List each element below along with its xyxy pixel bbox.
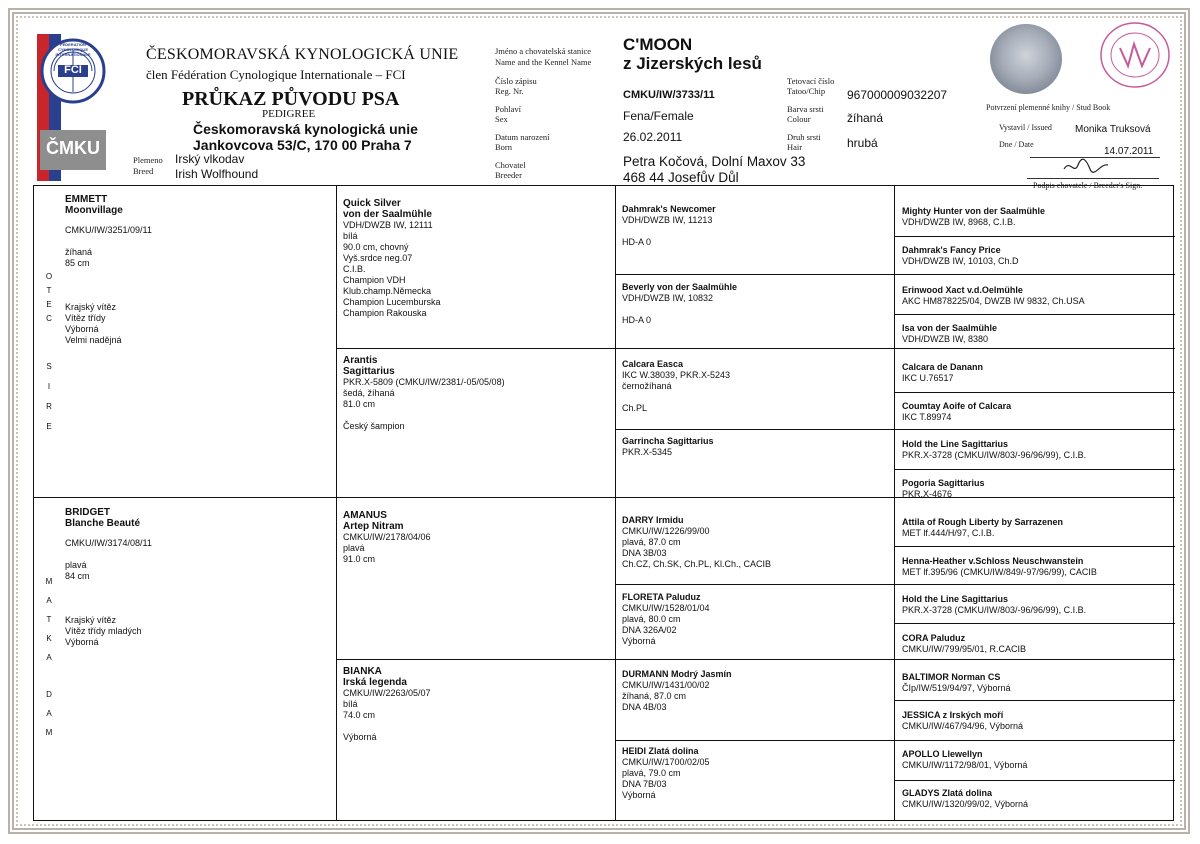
- grandparent-info-line: Výborná: [343, 732, 377, 742]
- gg-grandparent-name: JESSICA z Irských moří: [902, 710, 1004, 720]
- dam-info-line: [65, 549, 325, 560]
- name-label-en: Name and the Kennel Name: [495, 57, 592, 67]
- grandparent-cell: [343, 355, 583, 432]
- breed-label-cz: Plemeno: [133, 155, 163, 165]
- gg-grandparent-name: GLADYS Zlatá dolina: [902, 788, 993, 798]
- chip-label-en: Tatoo/Chip: [787, 86, 826, 96]
- chip-value: 967000009032207: [847, 88, 948, 102]
- gg-grandparent-name: CORA Paluduz: [902, 633, 966, 643]
- grandparent-info-line: VDH/DWZB IW, 12111: [343, 220, 433, 230]
- great-grandparent-info-line: HD-A 0: [622, 237, 652, 247]
- sire-info-line: [65, 280, 325, 291]
- born-label-cz: Datum narození: [495, 132, 550, 142]
- gg-grandparent-cell: [902, 517, 1170, 539]
- grandparent-info-line: Champion Rakouska: [343, 308, 427, 318]
- studbook-seal-photo: [990, 24, 1062, 94]
- breed-value-en: Irish Wolfhound: [175, 167, 259, 181]
- sire-info-line: Vítěz třídy: [65, 313, 106, 323]
- great-grandparent-info-line: černožíhaná: [622, 381, 672, 391]
- born-value: 26.02.2011: [623, 130, 683, 144]
- chip-label-cz: Tetovací číslo: [787, 76, 835, 86]
- issued-value: Monika Truksová: [1075, 124, 1151, 135]
- gg-grandparent-name: Calcara de Danann: [902, 362, 984, 372]
- great-grandparent-info-line: VDH/DWZB IW, 11213: [622, 215, 713, 225]
- grandparent-info-line: Champion VDH: [343, 275, 406, 285]
- dam-info-line: Výborná: [65, 637, 99, 647]
- grandparent-name: AMANUS: [343, 510, 387, 521]
- grandparent-cell: [343, 198, 583, 319]
- great-grandparent-info-line: DNA 7B/03: [622, 779, 667, 789]
- great-grandparent-info-line: Ch.CZ, Ch.SK, Ch.PL, Kl.Ch., CACIB: [622, 559, 772, 569]
- gg-grandparent-cell: [902, 401, 1170, 423]
- sire-info-line: CMKU/IW/3251/09/11: [65, 225, 152, 235]
- side-letter: T: [46, 615, 52, 624]
- grandparent-info-line: Champion Lucemburska: [343, 297, 441, 307]
- great-grandparent-info-line: DNA 326A/02: [622, 625, 677, 635]
- great-grandparent-name: Beverly von der Saalmühle: [622, 282, 738, 292]
- gg-grandparent-cell: [902, 788, 1170, 810]
- great-grandparent-info-line: [622, 226, 858, 237]
- great-grandparent-info-line: DNA 4B/03: [622, 702, 667, 712]
- breeder-line2: 468 44 Josefův Důl: [623, 170, 739, 185]
- dam-name: BRIDGET: [65, 507, 110, 518]
- gg-grandparent-cell: [902, 478, 1170, 500]
- great-grandparent-info-line: PKR.X-5345: [622, 447, 673, 457]
- cmku-logo-text: ČMKU: [46, 138, 100, 158]
- sire-info-line: 85 cm: [65, 258, 90, 268]
- gg-grandparent-name: Henna-Heather v.Schloss Neuschwanstein: [902, 556, 1084, 566]
- gg-grandparent-info: AKC HM878225/04, DWZB IW 9832, Ch.USA: [902, 296, 1085, 306]
- gg-grandparent-cell: [902, 439, 1170, 461]
- side-letter: E: [46, 300, 52, 309]
- gg-grandparent-name: APOLLO Llewellyn: [902, 749, 983, 759]
- dam-info-line: [65, 593, 325, 604]
- great-grandparent-info-line: Ch.PL: [622, 403, 648, 413]
- grandparent-info-line: bílá: [343, 699, 358, 709]
- side-letter: E: [46, 422, 52, 431]
- great-grandparent-cell: [622, 669, 858, 713]
- gg-grandparent-name: Hold the Line Sagittarius: [902, 439, 1009, 449]
- gg-grandparent-cell: [902, 206, 1170, 228]
- great-grandparent-info-line: CMKU/IW/1431/00/02: [622, 680, 710, 690]
- gg-grandparent-cell: [902, 245, 1170, 267]
- sire-info-line: [65, 236, 325, 247]
- gg-grandparent-cell: [902, 362, 1170, 384]
- gg-grandparent-name: BALTIMOR Norman CS: [902, 672, 1001, 682]
- grandparent-info-line: [343, 721, 583, 732]
- side-letter: A: [46, 596, 52, 605]
- great-grandparent-cell: [622, 746, 858, 801]
- side-letter: M: [45, 728, 53, 737]
- org-name: ČESKOMORAVSKÁ KYNOLOGICKÁ UNIE: [146, 46, 459, 63]
- grandparent-kennel: von der Saalmühle: [343, 209, 432, 220]
- grandparent-kennel: Sagittarius: [343, 366, 395, 377]
- gg-grandparent-info: CMKU/IW/1320/99/02, Výborná: [902, 799, 1029, 809]
- dam-info-line: Krajský vítěz: [65, 615, 117, 625]
- side-letter: A: [46, 709, 52, 718]
- great-grandparent-cell: [622, 359, 858, 414]
- doc-title: PRŮKAZ PŮVODU PSA: [182, 88, 400, 110]
- gg-grandparent-info: CMKU/IW/467/94/96, Výborná: [902, 721, 1024, 731]
- gg-grandparent-name: Mighty Hunter von der Saalmühle: [902, 206, 1046, 216]
- fci-logo-text: FCI: [64, 64, 82, 76]
- grandparent-info-line: bílá: [343, 231, 358, 241]
- grandparent-info-line: 74.0 cm: [343, 710, 376, 720]
- sire-kennel: Moonvillage: [65, 205, 123, 216]
- gg-grandparent-info: IKC U.76517: [902, 373, 954, 383]
- great-grandparent-info-line: [622, 392, 858, 403]
- grandparent-info-line: PKR.X-5809 (CMKU/IW/2381/-05/05/08): [343, 377, 505, 387]
- sire-side-label-en: [42, 362, 56, 442]
- born-label-en: Born: [495, 142, 512, 152]
- dam-side-label-en: [42, 690, 56, 747]
- gg-grandparent-info: VDH/DWZB IW, 10103, Ch.D: [902, 256, 1019, 266]
- reg-label-cz: Číslo zápisu: [495, 76, 537, 86]
- address-line-1: Českomoravská kynologická unie: [193, 121, 418, 137]
- colour-value: žíhaná: [847, 111, 884, 125]
- great-grandparent-cell: [622, 515, 858, 570]
- dog-name-line2: z Jizerských lesů: [623, 54, 762, 73]
- great-grandparent-info-line: [622, 304, 858, 315]
- side-letter: T: [46, 286, 52, 295]
- great-grandparent-info-line: DNA 3B/03: [622, 548, 667, 558]
- great-grandparent-info-line: Výborná: [622, 790, 656, 800]
- gg-grandparent-info: MET lf.444/H/97, C.I.B.: [902, 528, 995, 538]
- gg-grandparent-info: PKR.X-4676: [902, 489, 953, 499]
- side-letter: D: [46, 690, 52, 699]
- great-grandparent-info-line: CMKU/IW/1700/02/05: [622, 757, 710, 767]
- grandparent-info-line: 90.0 cm, chovný: [343, 242, 409, 252]
- sire-info-line: [65, 269, 325, 280]
- gg-grandparent-info: CMKU/IW/799/95/01, R.CACIB: [902, 644, 1027, 654]
- sex-label-en: Sex: [495, 114, 508, 124]
- dam-kennel: Blanche Beauté: [65, 518, 141, 529]
- gg-grandparent-cell: [902, 672, 1170, 694]
- dam-info-line: CMKU/IW/3174/08/11: [65, 538, 152, 548]
- great-grandparent-info-line: žíhaná, 87.0 cm: [622, 691, 687, 701]
- reg-value: CMKU/IW/3733/11: [623, 89, 715, 101]
- great-grandparent-info-line: plavá, 80.0 cm: [622, 614, 681, 624]
- grandparent-info-line: 81.0 cm: [343, 399, 376, 409]
- breed-label-en: Breed: [133, 166, 154, 176]
- side-letter: A: [46, 653, 52, 662]
- stamp-icon: [1098, 20, 1172, 90]
- signature-mark: [1062, 155, 1112, 177]
- sire-name: EMMETT: [65, 194, 108, 205]
- breed-value-cz: Irský vlkodav: [175, 152, 245, 166]
- great-grandparent-info-line: IKC W.38039, PKR.X-5243: [622, 370, 731, 380]
- great-grandparent-info-line: plavá, 87.0 cm: [622, 537, 681, 547]
- grandparent-cell: [343, 510, 583, 565]
- gg-grandparent-info: PKR.X-3728 (CMKU/IW/803/-96/96/99), C.I.B.: [902, 450, 1087, 460]
- gg-grandparent-cell: [902, 633, 1170, 655]
- side-letter: R: [46, 402, 52, 411]
- great-grandparent-info-line: plavá, 79.0 cm: [622, 768, 681, 778]
- grandparent-info-line: šedá, žíhaná: [343, 388, 395, 398]
- dam-cell: [65, 507, 325, 648]
- grandparent-info-line: Klub.champ.Německa: [343, 286, 432, 296]
- sire-info-line: Výborná: [65, 324, 99, 334]
- gg-grandparent-name: Dahmrak's Fancy Price: [902, 245, 1001, 255]
- sire-cell: [65, 194, 325, 346]
- grandparent-info-line: Český šampion: [343, 421, 405, 431]
- side-letter: M: [45, 577, 53, 586]
- great-grandparent-name: Garrincha Sagittarius: [622, 436, 714, 446]
- date-label: Dne / Date: [999, 140, 1034, 149]
- dam-info-line: plavá: [65, 560, 87, 570]
- grandparent-info-line: plavá: [343, 543, 365, 553]
- studbook-title: Potvrzení plemenné knihy / Stud Book: [986, 103, 1111, 112]
- fci-logo: [40, 38, 106, 104]
- grandparent-info-line: C.I.B.: [343, 264, 366, 274]
- great-grandparent-name: Dahmrak's Newcomer: [622, 204, 716, 214]
- gg-grandparent-name: Attila of Rough Liberty by Sarrazenen: [902, 517, 1064, 527]
- side-letter: O: [45, 272, 53, 281]
- gg-grandparent-name: Pogoria Sagittarius: [902, 478, 985, 488]
- hair-label-en: Hair: [787, 142, 803, 152]
- great-grandparent-info-line: CMKU/IW/1528/01/04: [622, 603, 710, 613]
- great-grandparent-cell: [622, 436, 858, 458]
- breeder-label-cz: Chovatel: [495, 160, 526, 170]
- name-label-cz: Jméno a chovatelská stanice: [495, 46, 592, 56]
- gg-grandparent-cell: [902, 323, 1170, 345]
- great-grandparent-name: FLORETA Paluduz: [622, 592, 701, 602]
- gg-grandparent-cell: [902, 285, 1170, 307]
- cmku-logo: [40, 130, 106, 170]
- gg-grandparent-info: CMKU/IW/1172/98/01, Výborná: [902, 760, 1028, 770]
- gg-grandparent-cell: [902, 710, 1170, 732]
- dam-info-line: Vítěz třídy mladých: [65, 626, 142, 636]
- address-line-2: Jankovcova 53/C, 170 00 Praha 7: [193, 137, 412, 153]
- grandparent-name: Arantis: [343, 355, 378, 366]
- grandparent-info-line: CMKU/IW/2263/05/07: [343, 688, 431, 698]
- gg-grandparent-info: MET lf.395/96 (CMKU/IW/849/-97/96/99), CACIB: [902, 567, 1097, 577]
- gg-grandparent-info: ČIp/IW/519/94/97, Výborná: [902, 683, 1011, 693]
- dog-name-line1: C'MOON: [623, 35, 693, 54]
- hair-value: hrubá: [847, 136, 878, 150]
- dam-info-line: 84 cm: [65, 571, 90, 581]
- great-grandparent-cell: [622, 282, 858, 326]
- dam-info-line: [65, 582, 325, 593]
- great-grandparent-cell: [622, 592, 858, 647]
- great-grandparent-info-line: HD-A 0: [622, 315, 652, 325]
- gg-grandparent-info: IKC T.89974: [902, 412, 952, 422]
- fci-ring-text: FEDERATION CYNOLOGIQUE INTERNATIONALE: [55, 42, 91, 57]
- grandparent-info-line: Vyš.srdce neg.07: [343, 253, 413, 263]
- colour-label-en: Colour: [787, 114, 811, 124]
- grandparent-cell: [343, 666, 583, 743]
- sire-info-line: Krajský vítěz: [65, 302, 117, 312]
- gg-grandparent-info: PKR.X-3728 (CMKU/IW/803/-96/96/99), C.I.B.: [902, 605, 1087, 615]
- doc-subtitle: PEDIGREE: [262, 108, 316, 120]
- gg-grandparent-cell: [902, 749, 1170, 771]
- sire-info-line: [65, 291, 325, 302]
- grandparent-kennel: Artep Nitram: [343, 521, 404, 532]
- grandparent-name: BIANKA: [343, 666, 382, 677]
- grandparent-info-line: CMKU/IW/2178/04/06: [343, 532, 431, 542]
- gg-grandparent-name: Erinwood Xact v.d.Oelmühle: [902, 285, 1023, 295]
- sire-side-label-cz: [42, 272, 56, 328]
- reg-label-en: Reg. Nr.: [495, 86, 524, 96]
- side-letter: S: [46, 362, 52, 371]
- gg-grandparent-info: VDH/DWZB IW, 8968, C.I.B.: [902, 217, 1016, 227]
- great-grandparent-cell: [622, 204, 858, 248]
- dam-side-label-cz: [42, 577, 56, 672]
- gg-grandparent-cell: [902, 556, 1170, 578]
- grandparent-name: Quick Silver: [343, 198, 401, 209]
- signature-line: [1027, 178, 1159, 179]
- great-grandparent-name: Calcara Easca: [622, 359, 684, 369]
- colour-label-cz: Barva srsti: [787, 104, 824, 114]
- sire-info-line: žíhaná: [65, 247, 93, 257]
- date-value: 14.07.2011: [1104, 146, 1154, 157]
- grandparent-info-line: [343, 410, 583, 421]
- fci-member-line: člen Fédération Cynologique Internationale – FCI: [146, 67, 406, 82]
- great-grandparent-name: DARRY Irmidu: [622, 515, 684, 525]
- dam-info-line: [65, 604, 325, 615]
- side-letter: K: [46, 634, 52, 643]
- sex-value: Fena/Female: [623, 109, 694, 123]
- great-grandparent-info-line: VDH/DWZB IW, 10832: [622, 293, 714, 303]
- great-grandparent-info-line: Výborná: [622, 636, 656, 646]
- great-grandparent-name: HEIDI Zlatá dolina: [622, 746, 699, 756]
- breeder-label-en: Breeder: [495, 170, 522, 180]
- great-grandparent-name: DURMANN Modrý Jasmín: [622, 669, 732, 679]
- side-letter: C: [46, 314, 52, 323]
- side-letter: I: [47, 382, 51, 391]
- gg-grandparent-cell: [902, 594, 1170, 616]
- breeder-line1: Petra Kočová, Dolní Maxov 33: [623, 154, 806, 169]
- gg-grandparent-name: Coumtay Aoife of Calcara: [902, 401, 1012, 411]
- gg-grandparent-name: Hold the Line Sagittarius: [902, 594, 1009, 604]
- sex-label-cz: Pohlaví: [495, 104, 521, 114]
- sire-info-line: Velmi nadějná: [65, 335, 122, 345]
- grandparent-kennel: Irská legenda: [343, 677, 407, 688]
- hair-label-cz: Druh srsti: [787, 132, 821, 142]
- gg-grandparent-name: Isa von der Saalmühle: [902, 323, 998, 333]
- grandparent-info-line: 91.0 cm: [343, 554, 376, 564]
- gg-grandparent-info: VDH/DWZB IW, 8380: [902, 334, 989, 344]
- issued-label: Vystavil / Issued: [999, 123, 1052, 132]
- great-grandparent-info-line: CMKU/IW/1226/99/00: [622, 526, 710, 536]
- signature-label: Podpis chovatele / Breeder's Sign.: [1033, 181, 1143, 190]
